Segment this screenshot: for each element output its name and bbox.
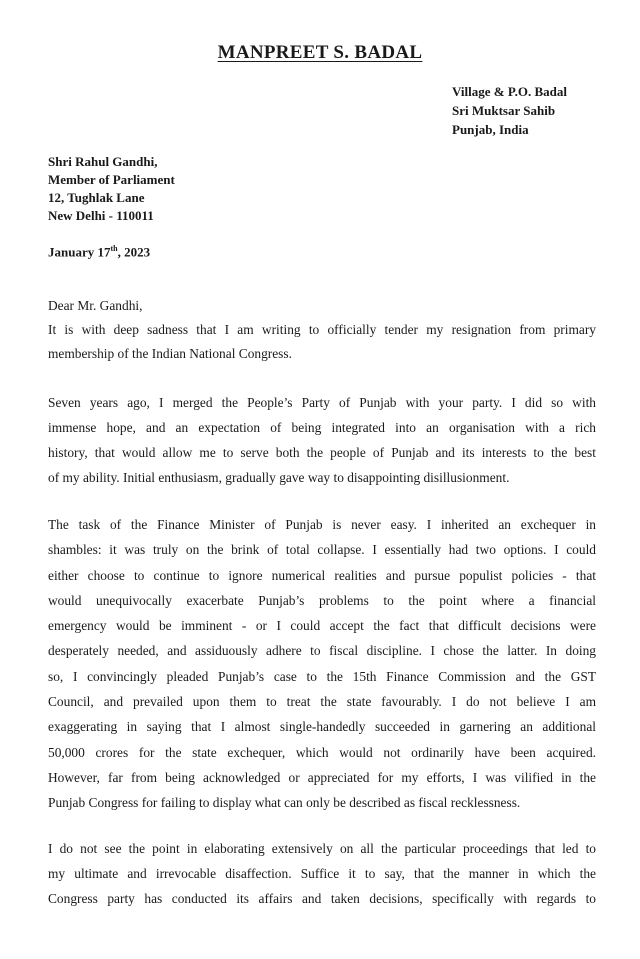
sender-address-line: Sri Muktsar Sahib: [452, 103, 556, 118]
paragraph-line: of my ability. Initial enthusiasm, gradually gave way to disappointing disillusionment.: [48, 470, 510, 485]
paragraph-line: either choose to continue to ignore numerical realities and pursue populist policies - that: [48, 567, 596, 583]
date-month-day: January 17: [48, 244, 111, 260]
paragraph-line: 50,000 crores for the state exchequer, which would not ordinarily have been acquired.: [48, 744, 596, 760]
paragraph-line: shambles: it was truly on the brink of total collapse. I essentially had two options. I could: [48, 542, 596, 558]
letterhead-name: MANPREET S. BADAL: [217, 42, 423, 63]
recipient-address-line: Shri Rahul Gandhi,: [48, 154, 158, 169]
sender-address: [452, 82, 567, 139]
salutation-text: Dear Mr. Gandhi,: [48, 298, 143, 313]
recipient-address: [48, 153, 175, 225]
paragraph-line: desperately needed, and assiduously adhere to fiscal discipline. I chose the latter. In doing: [48, 643, 596, 659]
paragraph-line: immense hope, and an expectation of being integrated into an organisation with a rich: [48, 420, 596, 435]
date-suffix: th: [110, 244, 118, 253]
paragraph-line: membership of the Indian National Congress.: [48, 346, 292, 361]
paragraph-line: Congress party has conducted its affairs and taken decisions, specifically with regards to: [48, 891, 596, 906]
letterhead: [0, 42, 640, 64]
date-year: , 2023: [117, 244, 151, 260]
paragraph-line: Seven years ago, I merged the People’s Party of Punjab with your party. I did so with: [48, 395, 596, 410]
letter-date: [48, 244, 150, 260]
paragraph-line: The task of the Finance Minister of Punjab is never easy. I inherited an exchequer in: [48, 517, 596, 532]
sender-address-line: Punjab, India: [452, 122, 529, 137]
paragraph-line: would unequivocally exacerbate Punjab’s problems to the point where a financial: [48, 592, 596, 608]
paragraph-1: [48, 318, 596, 366]
paragraph-line: history, that would allow me to serve both the people of Punjab and its interests to the best: [48, 445, 596, 460]
paragraph-line: It is with deep sadness that I am writing to officially tender my resignation from primary: [48, 322, 596, 337]
paragraph-4: [48, 836, 596, 911]
sender-address-line: Village & P.O. Badal: [452, 84, 567, 99]
recipient-address-line: 12, Tughlak Lane: [48, 190, 145, 205]
paragraph-line: Council, and prevailed upon them to treat the state favourably. I do not believe I am: [48, 694, 596, 710]
paragraph-line: emergency would be imminent - or I could accept the fact that difficult decisions were: [48, 618, 596, 634]
paragraph-line: exaggerating in saying that I almost single-handedly succeeded in garnering an additional: [48, 719, 596, 735]
salutation: [48, 294, 596, 318]
paragraph-3: [48, 512, 596, 816]
recipient-address-line: Member of Parliament: [48, 172, 175, 187]
paragraph-line: I do not see the point in elaborating extensively on all the particular proceedings that led to: [48, 841, 596, 856]
paragraph-line: However, far from being acknowledged or appreciated for my efforts, I was vilified in the: [48, 769, 596, 785]
paragraph-line: my ultimate and irrevocable disaffection. Suffice it to say, that the manner in which the: [48, 866, 596, 881]
paragraph-2: [48, 390, 596, 490]
recipient-address-line: New Delhi - 110011: [48, 208, 154, 223]
paragraph-line: Punjab Congress for failing to display what can only be described as fiscal recklessness.: [48, 795, 521, 811]
paragraph-line: so, I convincingly pleaded Punjab’s case to the 15th Finance Commission and the GST: [48, 668, 596, 684]
